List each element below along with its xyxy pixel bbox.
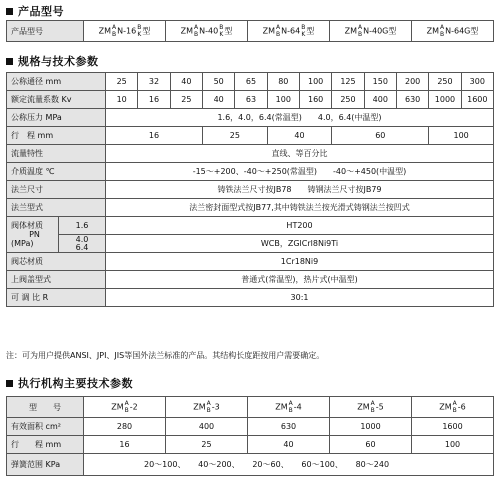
dn-cell: 300 xyxy=(461,73,493,91)
dn-cell: 80 xyxy=(267,73,299,91)
actuator-model-cell: ZM A B -2 xyxy=(84,397,166,418)
flange-type-value: 法兰密封面型式按JB77,其中铸铁法兰按光滑式铸钢法兰按凹式 xyxy=(106,199,494,217)
model-cell-4: ZM A B N-40G型 xyxy=(330,21,412,42)
bullet-square-icon xyxy=(6,58,13,65)
flange-type-label: 法兰型式 xyxy=(7,199,106,217)
area-cell: 400 xyxy=(166,418,248,436)
dn-label: 公称通径 mm xyxy=(7,73,106,91)
stroke-label: 行 程 mm xyxy=(7,127,106,145)
actuator-model-cell: ZM A B -4 xyxy=(248,397,330,418)
temp-value: -15～+200、-40～+250(常温型) -40～+450(中温型) xyxy=(106,163,494,181)
pn-label: 公称压力 MPa xyxy=(7,109,106,127)
model-table xyxy=(6,20,494,42)
actuator-model-cell: ZM A B -3 xyxy=(166,397,248,418)
actuator-table xyxy=(6,396,494,476)
body-material-label xyxy=(7,217,59,253)
section-product-model xyxy=(6,3,64,19)
spring-label: 弹簧范围 KPa xyxy=(7,454,84,476)
area-cell: 1600 xyxy=(412,418,494,436)
section-spec xyxy=(6,53,99,69)
ratio-value: 30:1 xyxy=(106,289,494,307)
stroke-cell: 40 xyxy=(267,127,332,145)
stroke-cell: 100 xyxy=(429,127,494,145)
kv-cell: 100 xyxy=(267,91,299,109)
flange-size-value: 铸铁法兰尺寸按JB78 铸钢法兰尺寸按JB79 xyxy=(106,181,494,199)
actuator-stroke-cell: 25 xyxy=(166,436,248,454)
area-label: 有效面积 cm² xyxy=(7,418,84,436)
kv-cell: 25 xyxy=(170,91,202,109)
flow-label: 流量特性 xyxy=(7,145,106,163)
model-label: 产品型号 xyxy=(7,21,84,42)
actuator-stroke-cell: 16 xyxy=(84,436,166,454)
area-cell: 630 xyxy=(248,418,330,436)
kv-cell: 160 xyxy=(299,91,331,109)
body-pn-2a: 4.0 xyxy=(75,234,89,244)
section-title: 产品型号 xyxy=(18,5,64,18)
actuator-stroke-cell: 100 xyxy=(412,436,494,454)
kv-cell: 10 xyxy=(106,91,138,109)
body-material-1: HT200 xyxy=(106,217,494,235)
dn-cell: 250 xyxy=(429,73,461,91)
actuator-model-label: 型 号 xyxy=(7,397,84,418)
spec-table xyxy=(6,72,494,307)
dn-cell: 25 xyxy=(106,73,138,91)
area-cell: 280 xyxy=(84,418,166,436)
flow-value: 直线、等百分比 xyxy=(106,145,494,163)
core-value: 1Cr18Ni9 xyxy=(106,253,494,271)
kv-cell: 400 xyxy=(364,91,396,109)
model-cell-5: ZM A B N-64G型 xyxy=(412,21,494,42)
model-cell-1: ZM A B N-16 B K 型 xyxy=(84,21,166,42)
actuator-stroke-label: 行 程 mm xyxy=(7,436,84,454)
kv-cell: 16 xyxy=(138,91,170,109)
body-label-line: (MPa) xyxy=(11,239,34,248)
actuator-model-cell: ZM A B -6 xyxy=(412,397,494,418)
dn-cell: 200 xyxy=(396,73,428,91)
area-cell: 1000 xyxy=(330,418,412,436)
footnote: 注：可为用户提供ANSI、JPI、JIS等国外法兰标准的产品。其结构长度距按用户需要确定。 xyxy=(6,351,325,360)
bullet-square-icon xyxy=(6,8,13,15)
kv-cell: 1000 xyxy=(429,91,461,109)
kv-cell: 1600 xyxy=(461,91,493,109)
dn-cell: 32 xyxy=(138,73,170,91)
section-title: 执行机构主要技术参数 xyxy=(18,377,133,390)
body-pn-1: 1.6 xyxy=(59,217,106,235)
body-pn-2 xyxy=(59,235,106,253)
section-actuator xyxy=(6,375,133,391)
stroke-cell: 16 xyxy=(106,127,203,145)
pn-value: 1.6，4.0，6.4(常温型) 4.0，6.4(中温型) xyxy=(106,109,494,127)
stroke-cell: 25 xyxy=(203,127,268,145)
actuator-stroke-cell: 40 xyxy=(248,436,330,454)
bullet-square-icon xyxy=(6,380,13,387)
dn-cell: 50 xyxy=(203,73,235,91)
dn-cell: 150 xyxy=(364,73,396,91)
flange-size-label: 法兰尺寸 xyxy=(7,181,106,199)
section-title: 规格与技术参数 xyxy=(18,55,99,68)
spring-value: 20～100、 40～200、 20～60、 60～100、 80～240 xyxy=(84,454,494,476)
kv-label: 额定流量系数 Kv xyxy=(7,91,106,109)
dn-cell: 100 xyxy=(299,73,331,91)
bonnet-value: 普通式(常温型)，热片式(中温型) xyxy=(106,271,494,289)
kv-cell: 250 xyxy=(332,91,364,109)
kv-cell: 40 xyxy=(203,91,235,109)
body-material-2: WCB，ZGlCrl8Ni9Ti xyxy=(106,235,494,253)
core-label: 阀芯材质 xyxy=(7,253,106,271)
model-cell-2: ZM A B N-40 B K 型 xyxy=(166,21,248,42)
kv-cell: 63 xyxy=(235,91,267,109)
temp-label: 介质温度 ℃ xyxy=(7,163,106,181)
body-pn-2b: 6.4 xyxy=(75,242,89,252)
body-label-line: PN xyxy=(29,230,40,239)
model-cell-3: ZM A B N-64 B K 型 xyxy=(248,21,330,42)
stroke-cell: 60 xyxy=(332,127,429,145)
dn-cell: 125 xyxy=(332,73,364,91)
dn-cell: 65 xyxy=(235,73,267,91)
kv-cell: 630 xyxy=(396,91,428,109)
actuator-stroke-cell: 60 xyxy=(330,436,412,454)
actuator-model-cell: ZM A B -5 xyxy=(330,397,412,418)
dn-cell: 40 xyxy=(170,73,202,91)
bonnet-label: 上阀盖型式 xyxy=(7,271,106,289)
body-label-line: 阀体材质 xyxy=(11,221,43,230)
ratio-label: 可 调 比 R xyxy=(7,289,106,307)
